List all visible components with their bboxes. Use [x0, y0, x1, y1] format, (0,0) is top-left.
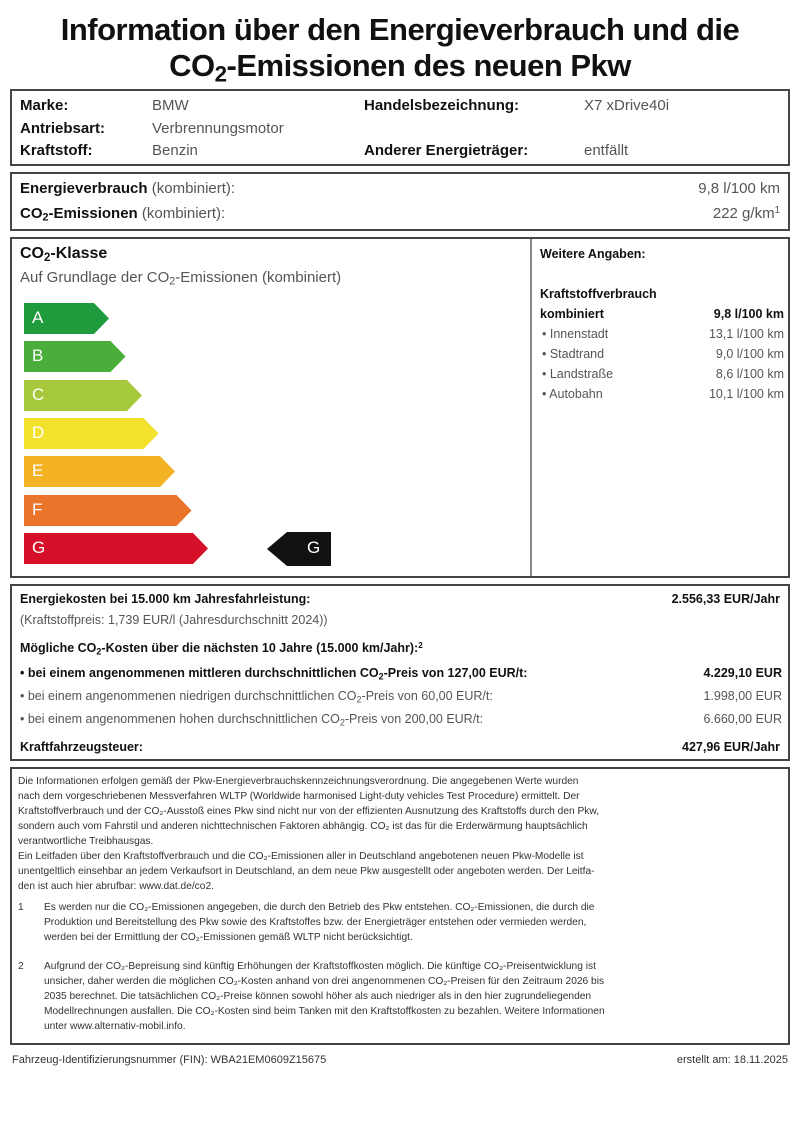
notes-intro-line: Die Informationen erfolgen gemäß der Pkw-Energieverbrauchskennzeichnungsverordnung. Die angegebenen Werte wurden: [18, 776, 579, 787]
footnote-line: Aufgrund der CO₂-Bepreisung sind künftig Erhöhungen der Kraftstoffkosten möglich. Die künftige CO₂-Preisentwicklung ist: [44, 961, 596, 972]
footnote: [18, 900, 782, 953]
fuel-label: Kraftstoff:: [20, 142, 93, 159]
co2-cost-scenario: [20, 712, 782, 734]
consumption-item: [540, 327, 784, 347]
further-info-heading: Weitere Angaben:: [540, 247, 646, 261]
notes-intro-line: verantwortliche Treibhausgas.: [18, 836, 154, 847]
footnote-line: 2035 berechnet. Die tatsächlichen CO₂-Preise können sowohl höher als auch niedriger als in den hier zugrundeliegenden: [44, 991, 592, 1002]
footnote: [18, 959, 782, 1042]
brand-label: Marke:: [20, 97, 69, 114]
consumption-item: [540, 387, 784, 407]
footnote-line: werden bei der Ermittlung der CO₂-Emissionen gemäß WLTP nicht berücksichtigt.: [44, 932, 413, 943]
notes-guide-line: den ist auch hier abrufbar: www.dat.de/co2.: [18, 881, 214, 892]
co2-cost-scenario-value: 1.998,00 EUR: [703, 689, 782, 703]
co2-class-letter: B: [32, 346, 44, 365]
drive-type-label: Antriebsart:: [20, 120, 106, 137]
co2-class-box: [10, 237, 790, 578]
current-class-indicator: [267, 532, 331, 566]
co2-class-bar-g: [24, 533, 208, 564]
co2-class-letter: C: [32, 385, 45, 404]
co2-class-heading: $CO_2$-Klasse: [20, 245, 108, 264]
energy-consumption-label: Energieverbrauch (kombiniert):: [20, 180, 236, 197]
energy-consumption-value: 9,8 l/100 km: [698, 180, 780, 197]
co2-cost-scenario-value: 6.660,00 EUR: [703, 712, 782, 726]
co2-emissions-value: 222 $g/km^1$: [712, 205, 780, 222]
page-title: [0, 12, 800, 93]
vehicle-tax-label: Kraftfahrzeugsteuer:: [20, 740, 143, 754]
fuel-consumption-heading: Kraftstoffverbrauch: [540, 287, 657, 301]
co2-class-letter: A: [32, 308, 44, 327]
co2-class-bar-c: [24, 380, 142, 411]
notes-guide: [18, 849, 782, 894]
footnote-line: Modellrechnungen ausfallen. Die CO₂-Kosten sind beim Tanken mit den Kraftstoffkosten zu bezahlen. Weitere Informationen: [44, 1006, 605, 1017]
co2-cost-scenario: [20, 666, 782, 688]
co2-class-bar-f: [24, 495, 192, 526]
notes-intro-line: nach dem vorgeschriebenen Messverfahren WLTP (Worldwide harmonised Light-duty vehicles Test Procedure) ermittelt. Der: [18, 791, 580, 802]
co2-costs-heading: Mögliche $CO_2$-Kosten über die nächsten 10 Jahre (15.000 km/Jahr):$^2$: [20, 641, 423, 657]
co2-class-bar-a: [24, 303, 109, 334]
combined-label: kombiniert: [540, 307, 604, 321]
co2-cost-scenario-label: • bei einem angenommenen hohen durchschnittlichen $CO_2$-Preis von 200,00 EUR/t:: [20, 712, 484, 728]
consumption-box: [10, 172, 790, 231]
co2-class-bar-e: [24, 456, 175, 487]
co2-class-letter: G: [32, 538, 46, 557]
footnote-text: [44, 900, 594, 945]
footnote-line: Produktion und Bereitstellung des Pkw sowie des Kraftstoffes bzw. der Energieträger entstehen oder vermieden werden,: [44, 917, 587, 928]
current-class-letter: G: [307, 538, 321, 557]
co2-cost-scenario-label: • bei einem angenommenen niedrigen durchschnittlichen $CO_2$-Preis von 60,00 EUR/t:: [20, 689, 493, 705]
energy-costs-label: Energiekosten bei 15.000 km Jahresfahrleistung:: [20, 592, 311, 606]
consumption-item-label: • Stadtrand: [542, 347, 605, 361]
notes-intro: [18, 774, 782, 849]
co2-cost-scenario-label: • bei einem angenommenen mittleren durchschnittlichen $CO_2$-Preis von 127,00 EUR/t:: [20, 666, 528, 682]
footnote-number: 1: [18, 902, 24, 913]
other-energy-value: entfällt: [584, 142, 629, 159]
vehicle-identification-number: Fahrzeug-Identifizierungsnummer (FIN): WBA21EM0609Z15675: [12, 1054, 327, 1066]
notes-guide-line: unentgeltlich einsehbar an jedem Verkaufsort in Deutschland, an dem neue Pkw ausgestellt oder angeboten werden. Der Leitfa-: [18, 866, 595, 877]
consumption-item: [540, 367, 784, 387]
notes-guide-line: Ein Leitfaden über den Kraftstoffverbrauch und die CO₂-Emissionen aller in Deutschland angebotenen neuen Pkw-Modelle ist: [18, 851, 584, 862]
consumption-item: [540, 347, 784, 367]
co2-class-letter: F: [32, 500, 43, 519]
footnote-line: unter www.alternativ-mobil.info.: [44, 1021, 186, 1032]
other-energy-label: Anderer Energieträger:: [364, 142, 529, 159]
consumption-item-value: 9,0 l/100 km: [715, 347, 784, 361]
notes-intro-line: sondern auch vom Fahrstil und anderen nichttechnischen Faktoren abhängig. CO₂ ist das für die Erderwärmung hauptsächlich: [18, 821, 588, 832]
column-divider: [530, 239, 532, 576]
legal-notes: [18, 774, 782, 1039]
co2-cost-scenario: [20, 689, 782, 711]
brand-value: BMW: [152, 97, 189, 114]
combined-value: 9,8 l/100 km: [713, 307, 784, 321]
notes-footnotes: [18, 900, 782, 1042]
consumption-item-label: • Autobahn: [542, 387, 603, 401]
footnote-line: Es werden nur die CO₂-Emissionen angegeben, die durch den Betrieb des Pkw entstehen. CO₂-Emissionen, die durch die: [44, 902, 595, 913]
further-info-panel: [540, 245, 784, 565]
drive-type-value: Verbrennungsmotor: [152, 120, 284, 137]
consumption-item-value: 13,1 l/100 km: [708, 327, 784, 341]
co2-class-bar-d: [24, 418, 159, 449]
created-date: erstellt am: 18.11.2025: [676, 1054, 788, 1066]
consumption-item-label: • Landstraße: [542, 367, 614, 381]
co2-class-letter: D: [32, 423, 45, 442]
co2-emissions-label: $CO_2$-Emissionen (kombiniert):: [20, 205, 226, 224]
title-line-2: $CO_2$-Emissionen des neuen Pkw: [169, 48, 631, 87]
energy-costs-value: 2.556,33 EUR/Jahr: [671, 592, 780, 606]
footnote-number: 2: [18, 961, 24, 972]
title-line-1: Information über den Energieverbrauch und die: [60, 12, 740, 47]
co2-class-basis: Auf Grundlage der $CO_2$-Emissionen (kombiniert): [20, 269, 342, 288]
vehicle-tax-value: 427,96 EUR/Jahr: [682, 740, 780, 754]
consumption-item-value: 10,1 l/100 km: [708, 387, 784, 401]
consumption-item-value: 8,6 l/100 km: [715, 367, 784, 381]
co2-class-bar-b: [24, 341, 126, 372]
model-label: Handelsbezeichnung:: [364, 97, 520, 114]
co2-class-letter: E: [32, 461, 44, 480]
costs-box: [10, 584, 790, 761]
footnote-line: unsicher, daher werden die möglichen CO₂-Kosten anhand von drei angenommenen CO₂-Preisen für den Zeitraum 2026 bis: [44, 976, 605, 987]
vehicle-info-box: [10, 89, 790, 166]
co2-cost-scenario-value: 4.229,10 EUR: [703, 666, 782, 680]
consumption-item-label: • Innenstadt: [542, 327, 609, 341]
footnote-text: [44, 959, 605, 1034]
fuel-value: Benzin: [152, 142, 198, 159]
notes-intro-line: Kraftstoffverbrauch und der CO₂-Ausstoß eines Pkw sind nicht nur von der effizienten Ausnutzung des Kraftstoffs durch den Pkw,: [18, 806, 599, 817]
model-value: X7 xDrive40i: [584, 97, 670, 114]
current-class-arrow: [267, 532, 331, 566]
fuel-price-note: (Kraftstoffpreis: 1,739 EUR/l (Jahresdurchschnitt 2024)): [20, 613, 328, 627]
